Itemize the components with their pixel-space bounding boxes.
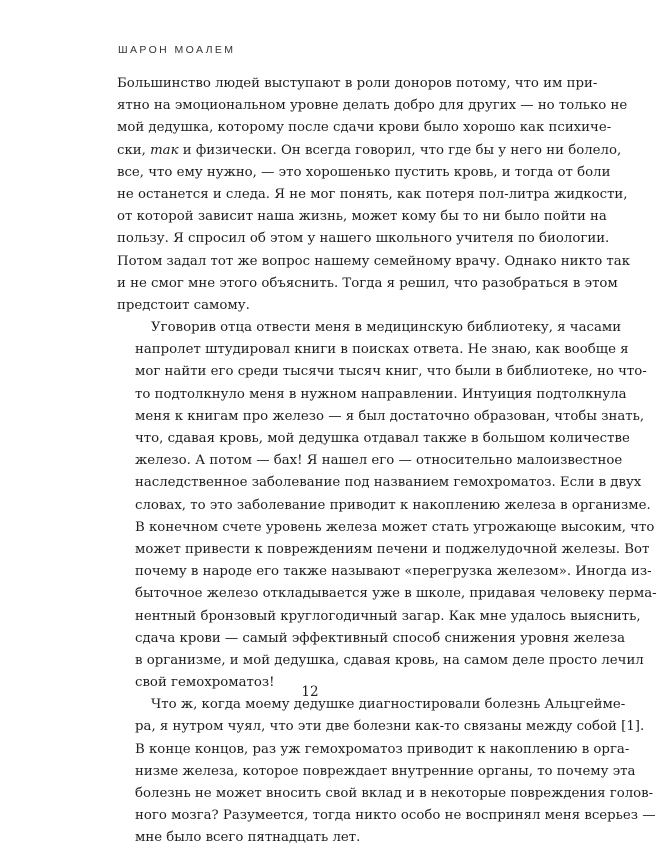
- text-line: и не смог мне этого объяснить. Тогда я решил, что разобраться в этом: [117, 275, 618, 291]
- text-line: пользу. Я спросил об этом у нашего школьного учителя по биологии.: [117, 231, 610, 247]
- text-line: В конце концов, раз уж гемохроматоз приводит к накоплению в орга-: [135, 741, 630, 757]
- text-line: меня к книгам про железо — я был достаточно образован, чтобы знать,: [135, 408, 645, 424]
- text-line: словах, то это заболевание приводит к накоплению железа в организме.: [135, 497, 651, 513]
- text-fragment: и физически. Он всегда говорил, что где бы у него ни болело,: [178, 142, 622, 158]
- text-line: ятно на эмоциональном уровне делать добро для других — но только не: [117, 98, 628, 114]
- text-line: быточное железо откладывается уже в школе, придавая человеку перма-: [135, 586, 657, 602]
- text-line: Что ж, когда моему дедушке диагностировали болезнь Альцгейме-: [151, 697, 626, 713]
- text-line: Уговорив отца отвести меня в медицинскую библиотеку, я часами: [151, 320, 622, 336]
- text-line: [117, 140, 622, 162]
- text-line: низме железа, которое повреждает внутренние органы, то почему эта: [135, 763, 636, 779]
- text-line: мой дедушка, которому после сдачи крови было хорошо как психиче-: [117, 120, 612, 136]
- paragraph-3: [117, 694, 656, 849]
- text-line: что, сдавая кровь, мой дедушка отдавал также в большом количестве: [135, 431, 630, 446]
- text-line: предстоит самому.: [117, 297, 250, 313]
- text-line: ра, я нутром чуял, что эти две болезни как-то связаны между собой [1].: [135, 719, 645, 735]
- running-head: ШАРОН МОАЛЕМ: [118, 44, 236, 56]
- paragraph-1: [117, 73, 631, 317]
- text-line: в организме, и мой дедушка, сдавая кровь, на самом деле просто лечил: [135, 652, 644, 668]
- text-line: почему в народе его также называют «перегрузка железом». Иногда из-: [135, 564, 652, 580]
- text-line: ного мозга? Разумеется, тогда никто особо не воспринял меня всерьез —: [135, 808, 656, 824]
- emphasis-text: так: [150, 142, 179, 158]
- text-line: может привести к повреждениям печени и поджелудочной железы. Вот: [135, 541, 650, 557]
- text-fragment: ски,: [117, 142, 151, 158]
- text-line: от которой зависит наша жизнь, может кому бы то ни было пойти на: [117, 209, 607, 225]
- text-line: наследственное заболевание под названием гемохроматоз. Если в двух: [135, 475, 642, 491]
- text-line: Потом задал тот же вопрос нашему семейному врачу. Однако никто так: [117, 253, 631, 269]
- text-line: не останется и следа. Я не мог понять, как потеря пол-литра жидкости,: [117, 186, 628, 202]
- page-body: [117, 73, 657, 850]
- text-line: железо. А потом — бах! Я нашел его — относительно малоизвестное: [135, 453, 623, 469]
- paragraph-2: [117, 317, 657, 694]
- text-line: мог найти его среди тысячи тысяч книг, что были в библиотеке, но что-: [135, 364, 647, 380]
- text-line: напролет штудировал книги в поисках ответа. Не знаю, как вообще я: [135, 342, 629, 358]
- text-line: болезнь не может вносить свой вклад и в некоторые повреждения голов-: [135, 786, 654, 801]
- text-line: свой гемохроматоз!: [135, 675, 275, 691]
- text-line: Большинство людей выступают в роли доноров потому, что им при-: [117, 76, 598, 91]
- text-line: нентный бронзовый круглогодичный загар. Как мне удалось выяснить,: [135, 608, 641, 624]
- text-line: В конечном счете уровень железа может стать угрожающе высоким, что: [135, 519, 655, 535]
- text-line: все, что ему нужно, — это хорошенько пустить кровь, и тогда от боли: [117, 164, 611, 180]
- text-line: сдача крови — самый эффективный способ снижения уровня железа: [135, 630, 626, 646]
- text-line: мне было всего пятнадцать лет.: [135, 830, 361, 846]
- text-line: то подтолкнуло меня в нужном направлении. Интуиция подтолкнула: [135, 386, 627, 402]
- page-number: 12: [301, 684, 319, 700]
